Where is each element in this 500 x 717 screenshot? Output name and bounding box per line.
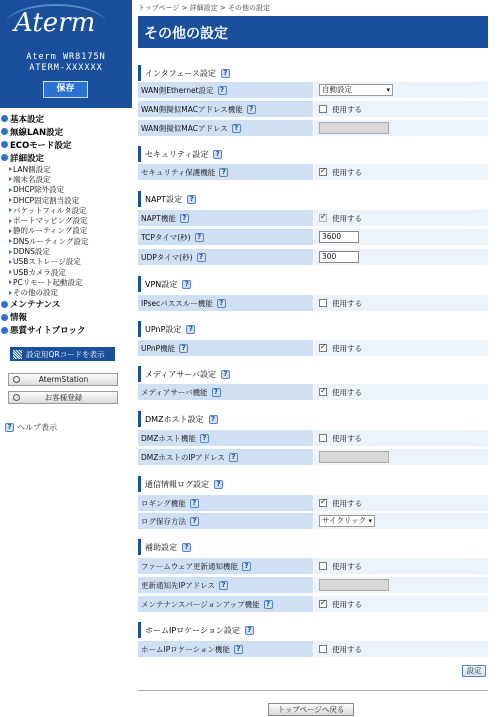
row-label	[138, 295, 313, 312]
submenu-item-dhcp-fixed[interactable]	[0, 195, 132, 205]
arrow-icon	[9, 239, 12, 243]
row-label	[138, 641, 313, 658]
row-value	[313, 495, 488, 512]
label-text: IPsecパススルー機能	[141, 298, 213, 308]
menu-label: ECOモード設定	[10, 140, 72, 151]
aterm-station-label: AtermStation	[38, 375, 89, 384]
row-security-protect	[138, 164, 488, 181]
model-info	[0, 52, 132, 74]
row-tcp-timer	[138, 229, 488, 246]
row-logging	[138, 495, 488, 512]
arrow-icon	[9, 291, 12, 295]
arrow-icon	[9, 188, 12, 192]
section-home-ip	[138, 622, 488, 638]
help-icon[interactable]: ?	[212, 388, 221, 397]
menu-item-maintenance[interactable]	[0, 298, 132, 311]
row-value	[313, 340, 488, 357]
row-log-save-method	[138, 513, 488, 530]
help-icon[interactable]: ?	[186, 325, 195, 334]
help-icon[interactable]: ?	[190, 517, 199, 526]
row-wan-ethernet	[138, 82, 488, 99]
maintenance-upgrade-checkbox[interactable]	[319, 600, 327, 608]
label-text: WAN側擬似MACアドレス機能	[141, 104, 243, 114]
help-icon[interactable]: ?	[217, 299, 226, 308]
menu-item-info[interactable]	[0, 311, 132, 324]
help-icon[interactable]: ?	[218, 86, 227, 95]
arrow-icon	[9, 198, 12, 202]
breadcrumb: トップページ > 詳細設定 > その他の設定	[138, 4, 271, 12]
row-label	[138, 558, 313, 575]
row-label	[138, 210, 313, 227]
section-title: セキュリティ設定	[145, 149, 209, 159]
wan-mac-address-field[interactable]	[319, 122, 389, 134]
checkbox-label: 使用する	[332, 498, 362, 508]
row-value	[313, 577, 488, 594]
checkbox-label: 使用する	[332, 561, 362, 571]
row-notify-ip	[138, 577, 488, 594]
submenu-label: USBストレージ設定	[13, 257, 81, 267]
arrow-icon	[9, 280, 12, 284]
row-value	[313, 295, 488, 312]
label-text: メンテナンスバージョンアップ機能	[141, 599, 260, 609]
row-value	[313, 82, 488, 99]
help-icon[interactable]: ?	[197, 253, 206, 262]
tcp-timer-input[interactable]: 3600	[319, 231, 359, 243]
media-server-checkbox[interactable]	[319, 388, 327, 396]
row-dmz-function	[138, 430, 488, 447]
qr-code-icon	[13, 350, 22, 359]
row-label	[138, 82, 313, 99]
row-label	[138, 495, 313, 512]
arrow-icon	[9, 270, 12, 274]
help-icon[interactable]: ?	[190, 499, 199, 508]
help-icon[interactable]: ?	[245, 626, 254, 635]
help-icon[interactable]: ?	[229, 453, 238, 462]
section-title: 補助設定	[145, 542, 177, 552]
row-label	[138, 449, 313, 466]
bullet-icon	[1, 141, 8, 148]
submenu-label: DHCP固定割当設定	[13, 195, 80, 205]
save-button[interactable]: 保存	[43, 81, 88, 98]
logging-checkbox[interactable]	[319, 499, 327, 507]
section-title: インタフェース設定	[145, 68, 216, 78]
napt-checkbox	[319, 214, 327, 222]
submenu-label: LAN側設定	[13, 164, 51, 174]
menu-label: 詳細設定	[10, 153, 45, 164]
arrow-icon	[9, 167, 12, 171]
section-log	[138, 476, 488, 492]
wan-mac-checkbox[interactable]	[319, 105, 327, 113]
menu-item-site-block[interactable]	[0, 324, 132, 337]
submenu-item-ddns[interactable]	[0, 246, 132, 256]
row-label	[138, 384, 313, 401]
title-bar	[138, 16, 488, 48]
arrow-icon	[9, 229, 12, 233]
menu-label: 情報	[10, 313, 28, 324]
arrow-icon	[9, 177, 12, 181]
row-value	[313, 449, 488, 466]
help-link[interactable]	[5, 422, 57, 433]
section-title: ホームIPロケーション設定	[145, 625, 240, 635]
divider	[138, 690, 488, 691]
submenu-label: DNSルーティング設定	[13, 236, 89, 246]
submenu-item-lan[interactable]	[0, 164, 132, 174]
back-to-top-button[interactable]: トップページへ戻る	[268, 703, 354, 716]
sidebar	[0, 0, 132, 717]
brand-panel	[0, 0, 132, 108]
help-icon[interactable]: ?	[242, 562, 251, 571]
submenu-label: パケットフィルタ設定	[13, 205, 87, 215]
upnp-checkbox[interactable]	[319, 344, 327, 352]
section-title: NAPT設定	[145, 194, 183, 204]
help-icon[interactable]: ?	[213, 150, 222, 159]
label-text: セキュリティ保護機能	[141, 167, 216, 177]
section-vpn	[138, 276, 488, 292]
aterm-station-button[interactable]	[8, 373, 118, 386]
row-label	[138, 101, 313, 118]
customer-registration-button[interactable]	[8, 391, 118, 404]
arrow-icon	[9, 219, 12, 223]
help-icon[interactable]: ?	[221, 370, 230, 379]
label-text: NAPT機能	[141, 213, 176, 223]
label-text: DMZホストのIPアドレス	[141, 452, 225, 462]
bullet-icon	[1, 128, 8, 135]
row-fw-notify	[138, 558, 488, 575]
submenu-item-usb-camera[interactable]	[0, 267, 132, 277]
checkbox-label: 使用する	[332, 104, 362, 114]
help-icon[interactable]: ?	[264, 600, 273, 609]
wan-ethernet-select[interactable]: 自動設定 ▾	[319, 84, 393, 96]
section-media-server	[138, 366, 488, 382]
menu-label: メンテナンス	[10, 300, 61, 311]
checkbox-label: 使用する	[332, 213, 362, 223]
customer-registration-label: お客様登録	[44, 393, 83, 402]
row-label	[138, 229, 313, 246]
help-icon[interactable]: ?	[179, 344, 188, 353]
row-value	[313, 430, 488, 447]
row-wan-mac-address	[138, 120, 488, 137]
bullet-icon	[1, 115, 8, 122]
help-icon[interactable]: ?	[195, 233, 204, 242]
checkbox-label: 使用する	[332, 167, 362, 177]
row-maintenance-upgrade	[138, 596, 488, 613]
label-text: ファームウェア更新通知機能	[141, 561, 239, 571]
circle-icon	[13, 394, 20, 401]
help-icon[interactable]: ?	[221, 69, 230, 78]
label-text: UPnP機能	[141, 343, 176, 353]
help-icon[interactable]: ?	[247, 105, 256, 114]
label-text: WAN側擬似MACアドレス	[141, 123, 228, 133]
row-label	[138, 249, 313, 266]
submenu-label: DDNS設定	[13, 247, 50, 257]
row-label	[138, 513, 313, 530]
log-save-method-select[interactable]: サイクリック ▾	[319, 515, 375, 527]
help-icon[interactable]: ?	[200, 434, 209, 443]
section-napt	[138, 191, 488, 207]
arrow-icon	[9, 260, 12, 264]
section-title: メディアサーバ設定	[145, 369, 216, 379]
row-value	[313, 641, 488, 658]
row-value	[313, 249, 488, 266]
home-ip-checkbox[interactable]	[319, 645, 327, 653]
submenu-label: DHCP除外設定	[13, 185, 65, 195]
help-icon[interactable]: ?	[234, 645, 243, 654]
notify-ip-field[interactable]	[319, 579, 389, 591]
submenu-item-usb-storage[interactable]	[0, 257, 132, 267]
help-icon[interactable]: ?	[232, 124, 241, 133]
section-interface	[138, 65, 488, 81]
submenu-label: USBカメラ設定	[13, 267, 66, 277]
submenu-item-static-routing[interactable]	[0, 226, 132, 236]
label-text: DMZホスト機能	[141, 433, 196, 443]
bullet-icon	[1, 154, 8, 161]
row-label	[138, 164, 313, 181]
row-value	[313, 210, 488, 227]
menu-item-eco[interactable]	[0, 138, 132, 151]
label-text: ログ保存方法	[141, 516, 186, 526]
row-label	[138, 577, 313, 594]
submenu-label: 静的ルーティング設定	[13, 226, 88, 236]
qr-button-label: 設定用QRコードを表示	[26, 349, 105, 359]
menu-item-wireless[interactable]	[0, 125, 132, 138]
row-dmz-ip	[138, 449, 488, 466]
submenu-item-dhcp-exclude[interactable]	[0, 185, 132, 195]
checkbox-label: 使用する	[332, 599, 362, 609]
label-text: メディアサーバ機能	[141, 387, 208, 397]
fw-notify-checkbox[interactable]	[319, 562, 327, 570]
label-text: ホームIPロケーション機能	[141, 644, 230, 654]
checkbox-label: 使用する	[332, 433, 362, 443]
dmz-ip-field[interactable]	[319, 451, 389, 463]
label-text: 更新通知先IPアドレス	[141, 580, 216, 590]
bullet-icon	[1, 301, 8, 308]
bullet-icon	[1, 327, 8, 334]
checkbox-label: 使用する	[332, 298, 362, 308]
help-icon[interactable]: ?	[182, 280, 191, 289]
checkbox-label: 使用する	[332, 644, 362, 654]
row-ipsec	[138, 295, 488, 312]
page-title: その他の設定	[144, 26, 228, 42]
submenu-item-other[interactable]	[0, 288, 132, 298]
row-napt-function	[138, 210, 488, 227]
row-wan-mac-function	[138, 101, 488, 118]
menu-item-advanced[interactable]	[0, 151, 132, 164]
help-label: ヘルプ表示	[17, 423, 57, 432]
menu-label: 無線LAN設定	[10, 127, 64, 138]
checkbox-label: 使用する	[332, 387, 362, 397]
row-value	[313, 164, 488, 181]
menu-label: 基本設定	[10, 114, 45, 125]
section-security	[138, 146, 488, 162]
submenu-item-dns-routing[interactable]	[0, 236, 132, 246]
help-icon[interactable]: ?	[209, 415, 218, 424]
circle-icon	[13, 376, 20, 383]
row-value	[313, 120, 488, 137]
help-icon[interactable]: ?	[214, 480, 223, 489]
section-title: UPnP設定	[145, 324, 182, 334]
row-upnp	[138, 340, 488, 357]
row-label	[138, 340, 313, 357]
section-dmz	[138, 411, 488, 427]
row-label	[138, 430, 313, 447]
help-icon[interactable]: ?	[180, 214, 189, 223]
row-value	[313, 596, 488, 613]
help-icon: ?	[5, 423, 14, 432]
help-icon[interactable]: ?	[182, 543, 191, 552]
row-value	[313, 229, 488, 246]
section-assist	[138, 539, 488, 555]
bullet-icon	[1, 314, 8, 321]
help-icon[interactable]: ?	[219, 168, 228, 177]
submenu-item-packet-filter[interactable]	[0, 205, 132, 215]
label-text: ロギング機能	[141, 498, 186, 508]
model-name: Aterm WR8175N	[26, 52, 106, 62]
section-title: DMZホスト設定	[145, 414, 204, 424]
help-icon[interactable]: ?	[187, 195, 196, 204]
section-upnp	[138, 321, 488, 337]
menu-label: 悪質サイトブロック	[10, 326, 86, 337]
menu-item-basic[interactable]	[0, 112, 132, 125]
row-value	[313, 513, 488, 530]
submenu-label: ポートマッピング設定	[13, 216, 88, 226]
row-value	[313, 101, 488, 118]
submenu-label: その他の設定	[13, 288, 58, 298]
dmz-checkbox[interactable]	[319, 434, 327, 442]
label-text: UDPタイマ(秒)	[141, 252, 193, 262]
row-value	[313, 384, 488, 401]
checkbox-label: 使用する	[332, 343, 362, 353]
submenu-item-pc-remote[interactable]	[0, 277, 132, 287]
row-media-server	[138, 384, 488, 401]
submenu-item-port-mapping[interactable]	[0, 215, 132, 225]
row-value	[313, 558, 488, 575]
submenu-label: PCリモート起動設定	[13, 277, 83, 287]
arrow-icon	[9, 208, 12, 212]
arrow-icon	[9, 250, 12, 254]
label-text: TCPタイマ(秒)	[141, 232, 191, 242]
apply-button[interactable]: 設定	[462, 665, 486, 677]
label-text: WAN側Ethernet設定	[141, 85, 214, 95]
qr-code-button[interactable]	[10, 347, 115, 361]
section-title: 通信情報ログ設定	[145, 479, 209, 489]
aterm-logo: Aterm	[14, 8, 96, 38]
section-title: VPN設定	[145, 279, 178, 289]
ipsec-checkbox[interactable]	[319, 299, 327, 307]
submenu-item-terminal-name[interactable]	[0, 174, 132, 184]
device-id: ATERM-XXXXXX	[29, 63, 103, 73]
row-udp-timer	[138, 249, 488, 266]
side-menu	[0, 112, 132, 337]
udp-timer-input[interactable]: 300	[319, 251, 359, 263]
row-label	[138, 596, 313, 613]
security-protect-checkbox[interactable]	[319, 168, 327, 176]
help-icon[interactable]: ?	[219, 581, 228, 590]
row-label	[138, 120, 313, 137]
row-home-ip	[138, 641, 488, 658]
submenu-label: 端末名設定	[13, 174, 51, 184]
